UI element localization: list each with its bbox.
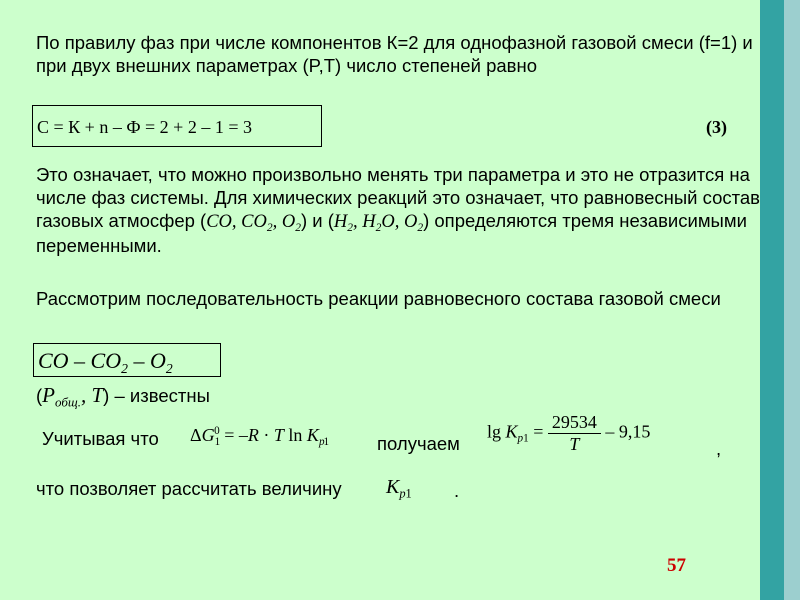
paragraph2-end: ) определяются тремя независимыми переменными. [36, 210, 747, 256]
paragraph-phase-rule: По правилу фаз при числе компонентов К=2 для однофазной газовой смеси (f=1) и при двух внешних параметрах (P,T) число степеней равно [36, 32, 753, 76]
reaction-formula: CO – $CO_2 - O_2$ [33, 343, 221, 377]
paragraph-explanation [36, 163, 786, 257]
decorative-band-dark [760, 0, 784, 600]
decorative-band-light [784, 0, 800, 600]
gibbs-equation: $\Delta G_1^0 = -R \cdot T$ $\ln K_{p1}$ [190, 425, 330, 448]
equation-number: (3) [706, 117, 727, 137]
paragraph2-text: Это означает, что можно произвольно менять три параметра и это не отразится на числе фаз системы. Для химических реакций это означает, что равновесный состав газовых атмосфер ( [36, 164, 760, 231]
known-text: – известны [114, 385, 210, 406]
atmosphere-co: CO, $CO_2$, $O_2$ [206, 212, 301, 234]
paragraph-reaction-intro: Рассмотрим последовательность реакции равновесного состава газовой смеси [36, 288, 721, 309]
considering-label: Учитывая что [42, 428, 159, 449]
atmosphere-h2: $H_2$, $H_2O$, $O_2$ [333, 212, 424, 234]
period-mark: . [454, 480, 460, 501]
equation-degrees-of-freedom: C = К + n – Ф = 2 + 2 – 1 = 3 [32, 105, 322, 147]
and-text: ) и ( [300, 210, 334, 231]
comma-mark: , [716, 438, 722, 459]
Kp1-symbol: $K_{p1}$ [386, 476, 412, 501]
obtain-label: получаем [377, 433, 460, 454]
known-variables-line: ($P_{общ.}$, T) – известны [36, 383, 210, 410]
lgK-equation: $\lg K_{p1}$ = $\frac{29534}{T}$ – 9,15 [487, 412, 651, 454]
page-number: 57 [667, 555, 686, 576]
known-vars: $P_{общ.}$, T [42, 383, 104, 410]
allows-text: что позволяет рассчитать величину [36, 478, 342, 499]
